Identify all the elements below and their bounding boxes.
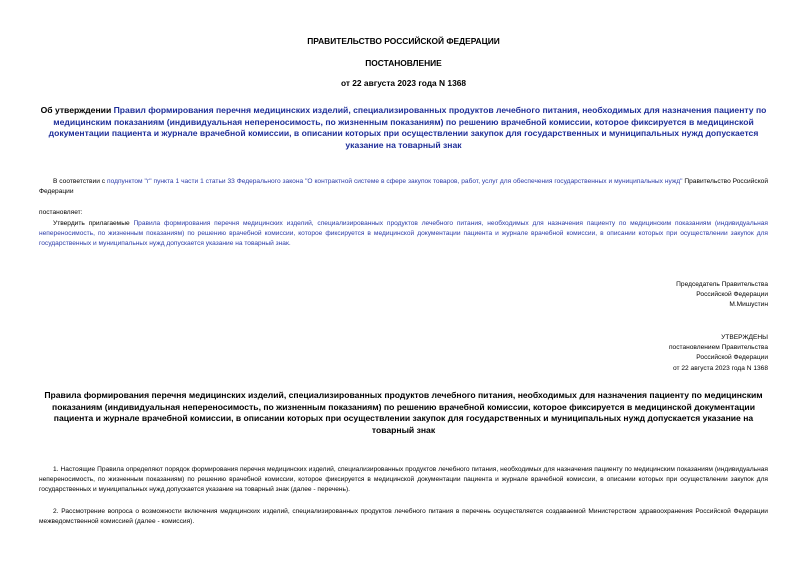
approved-line-1: УТВЕРЖДЕНЫ bbox=[721, 334, 768, 341]
document-date-number: от 22 августа 2023 года N 1368 bbox=[340, 78, 467, 88]
document-type: ПОСТАНОВЛЕНИЕ bbox=[365, 58, 442, 68]
approve-paragraph bbox=[39, 219, 768, 250]
signature-line-3: М.Мишустин bbox=[729, 301, 768, 309]
approved-line-2: постановлением Правительства bbox=[668, 344, 768, 352]
preamble-tail: Правительство Российской Федерации bbox=[39, 178, 768, 196]
rules-paragraph-2: 2. Рассмотрение вопроса о возможности включения медицинских изделий, специализированных продуктов лечебного питания в перечень осуществляется создаваемой Министерством здравоохранения Российской Федерации межведомственной комиссией (далее - комиссия). bbox=[39, 508, 768, 526]
signature-line-2: Российской Федерации bbox=[696, 291, 768, 299]
preamble-paragraph bbox=[39, 177, 768, 197]
preamble-intro: В соответствии с bbox=[53, 178, 108, 185]
title-rules-link[interactable]: Правил формирования перечня медицинских изделий, специализированных продуктов лечебного питания, необходимых для назначения пациенту по медицинским показаниям (индивидуальная непереносимость, по жизненным показаниям) по решению врачебной комиссии, которое фиксируется в медицинской документации пациента и журнале врачебной комиссии, в описании которых при осуществлении закупок для государственных и муниципальных нужд допускается указание на товарный знак bbox=[48, 105, 767, 150]
resolves-text: постановляет: bbox=[39, 209, 83, 216]
government-header: ПРАВИТЕЛЬСТВО РОССИЙСКОЙ ФЕДЕРАЦИИ bbox=[307, 36, 500, 46]
rules-title: Правила формирования перечня медицинских изделий, специализированных продуктов лечебного питания, необходимых для назначения пациенту по медицинским показаниям (индивидуальная непереносимость, по жизненным показаниям) по решению врачебной комиссии, которое фиксируется в медицинской документации пациента и журнале врачебной комиссии, в описании которых при осуществлении закупок для государственных и муниципальных нужд допускается указание на товарный знак bbox=[44, 390, 763, 435]
approved-line-3: Российской Федерации bbox=[696, 354, 768, 362]
rules-paragraph-1: 1. Настоящие Правила определяют порядок формирования перечня медицинских изделий, специализированных продуктов лечебного питания, необходимых для назначения пациенту по медицинским показаниям (индивидуальная непереносимость, по жизненным показаниям) по решению врачебной комиссии, которое фиксируется в медицинской документации пациента и журнале врачебной комиссии, в описании которых при осуществлении закупок для государственных и муниципальных нужд допускается указание на товарный знак (далее - перечень). bbox=[39, 466, 768, 494]
approve-intro: Утвердить прилагаемые bbox=[53, 220, 134, 227]
title-prefix: Об утверждении bbox=[40, 105, 114, 115]
approve-rules-link[interactable]: Правила формирования перечня медицинских изделий, специализированных продуктов лечебного питания, необходимых для назначения пациенту по медицинским показаниям (индивидуальная непереносимость, по жизненным показаниям) по решению врачебной комиссии, которое фиксируется в медицинской документации пациента и журнале врачебной комиссии, в описании которых при осуществлении закупок для государственных и муниципальных нужд допускается указание на товарный знак. bbox=[39, 220, 768, 248]
preamble-law-link[interactable]: подпунктом "г" пункта 1 части 1 статьи 33 Федерального закона "О контрактной системе в сфере закупок товаров, работ, услуг для обеспечения государственных и муниципальных нужд" bbox=[107, 178, 683, 185]
document-title bbox=[40, 105, 767, 151]
signature-line-1: Председатель Правительства bbox=[676, 281, 768, 288]
approved-block bbox=[669, 333, 768, 374]
approved-line-4: от 22 августа 2023 года N 1368 bbox=[673, 364, 768, 372]
signature-block bbox=[676, 280, 768, 311]
